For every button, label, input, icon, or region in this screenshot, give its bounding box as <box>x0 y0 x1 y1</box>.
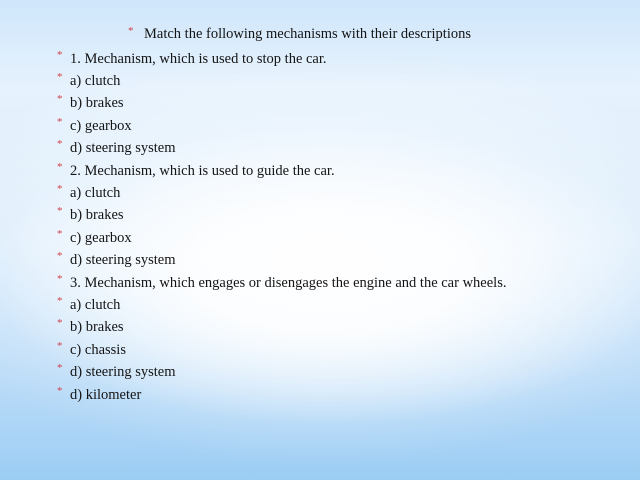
bullet-icon: * <box>57 160 63 173</box>
bullet-icon: * <box>57 71 63 84</box>
list-item-text: 2. Mechanism, which is used to guide the car. <box>70 162 335 179</box>
list-item <box>57 250 506 272</box>
list-item-text: 3. Mechanism, which engages or disengages the engine and the car wheels. <box>70 274 507 291</box>
bullet-icon: * <box>57 294 63 307</box>
bullet-icon: * <box>57 48 63 61</box>
list-item-text: c) gearbox <box>70 117 132 134</box>
list-item-text: d) steering system <box>70 364 176 381</box>
list-item <box>57 339 506 361</box>
list-item-text: 1. Mechanism, which is used to stop the car. <box>70 50 327 67</box>
list-item <box>57 317 506 339</box>
list-item <box>57 48 506 70</box>
bullet-icon: * <box>57 93 63 106</box>
list-item-text: d) steering system <box>70 140 176 157</box>
list-item <box>57 227 506 249</box>
list-item-text: c) gearbox <box>70 229 132 246</box>
list-item-text: b) brakes <box>70 319 124 336</box>
list-item-text: c) chassis <box>70 341 126 358</box>
slide-title-text: Match the following mechanisms with their descriptions <box>144 26 471 42</box>
bullet-icon: * <box>57 339 63 352</box>
bullet-icon: * <box>57 250 63 263</box>
list-item <box>57 160 506 182</box>
list-item-text: a) clutch <box>70 73 121 90</box>
list-item-text: b) brakes <box>70 95 124 112</box>
bullet-icon: * <box>57 362 63 375</box>
bullet-icon: * <box>57 115 63 128</box>
bullet-icon: * <box>128 25 134 37</box>
bullet-list <box>57 48 506 406</box>
bullet-icon: * <box>57 227 63 240</box>
list-item-text: b) brakes <box>70 207 124 224</box>
list-item <box>57 272 506 294</box>
bullet-icon: * <box>57 205 63 218</box>
list-item-text: d) kilometer <box>70 386 142 403</box>
list-item <box>57 70 506 92</box>
list-item-text: d) steering system <box>70 252 176 269</box>
bullet-icon: * <box>57 384 63 397</box>
list-item <box>57 182 506 204</box>
list-item <box>57 361 506 383</box>
bullet-icon: * <box>57 138 63 151</box>
list-item-text: a) clutch <box>70 185 121 202</box>
list-item <box>57 93 506 115</box>
bullet-icon: * <box>57 183 63 196</box>
list-item <box>57 138 506 160</box>
list-item <box>57 115 506 137</box>
list-item-text: a) clutch <box>70 296 121 313</box>
list-item <box>57 384 506 406</box>
bullet-icon: * <box>57 317 63 330</box>
list-item <box>57 205 506 227</box>
slide-title <box>128 26 471 43</box>
bullet-icon: * <box>57 272 63 285</box>
list-item <box>57 294 506 316</box>
